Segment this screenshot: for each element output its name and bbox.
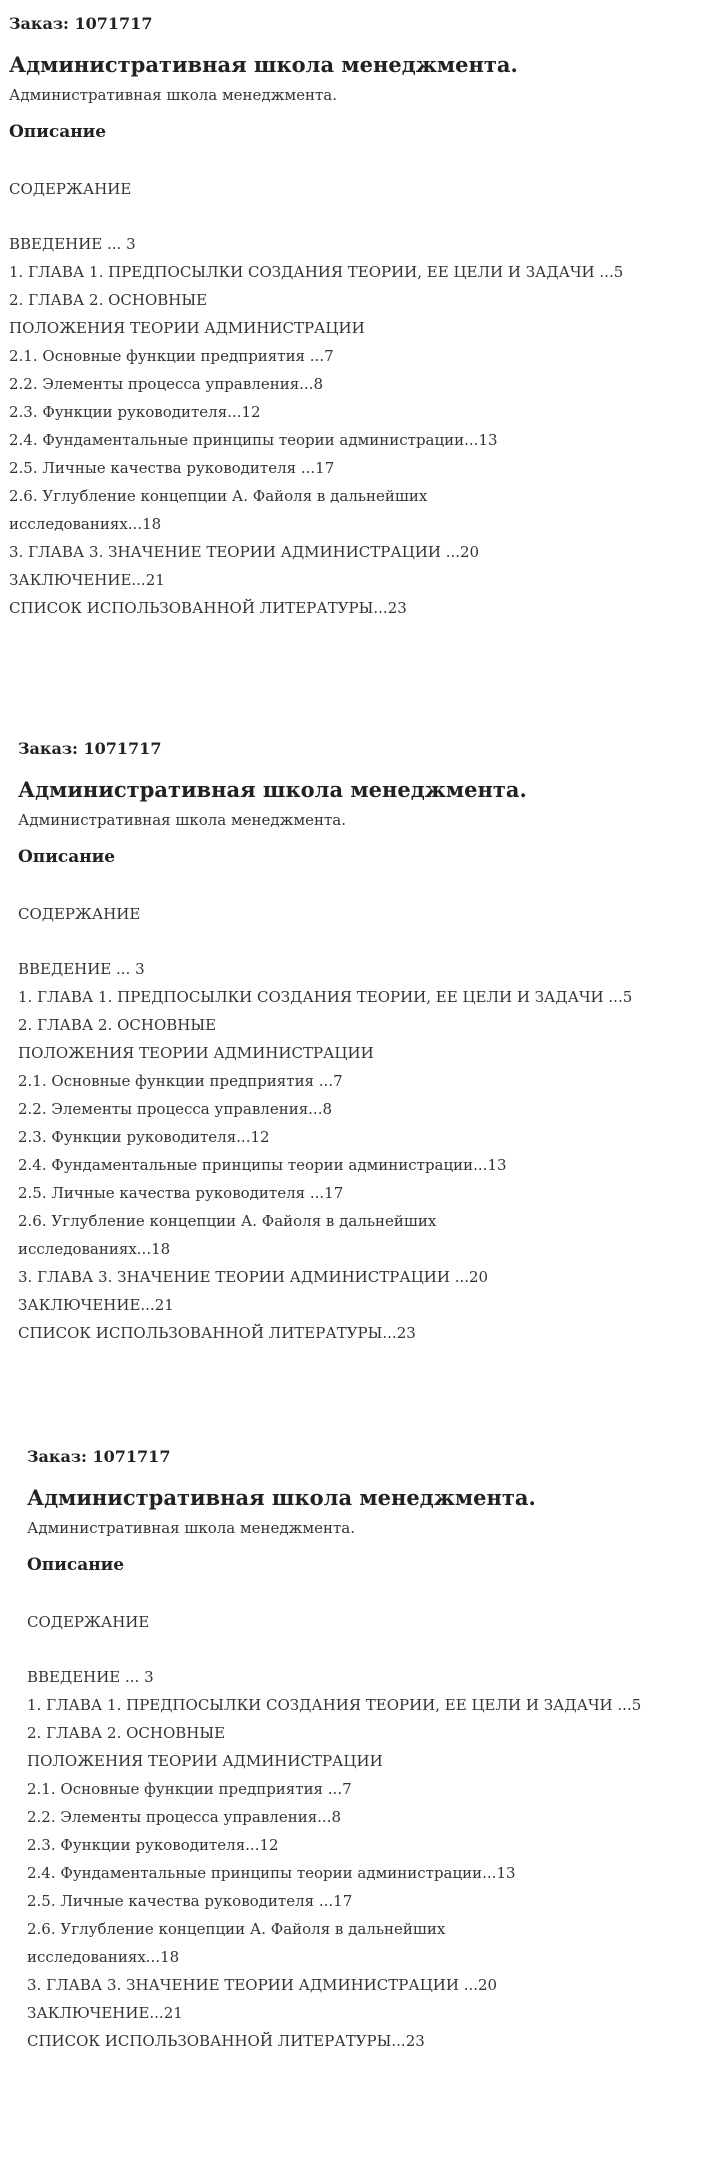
toc-item: 1. ГЛАВА 1. ПРЕДПОСЫЛКИ СОЗДАНИЯ ТЕОРИИ, ЕЕ ЦЕЛИ И ЗАДАЧИ ...5 [27, 1696, 642, 1714]
order-card-3 [0, 1445, 701, 2055]
toc-item: 2.2. Элементы процесса управления...8 [27, 1808, 342, 1826]
description-label: Описание [27, 1555, 125, 1575]
table-of-contents [27, 1663, 701, 2055]
toc-item: исследованиях...18 [9, 515, 162, 533]
page-title: Административная школа менеджмента. [9, 52, 518, 77]
toc-item: ЗАКЛЮЧЕНИЕ...21 [9, 571, 165, 589]
toc-item: СПИСОК ИСПОЛЬЗОВАННОЙ ЛИТЕРАТУРЫ...23 [27, 2032, 425, 2050]
toc-item: ПОЛОЖЕНИЯ ТЕОРИИ АДМИНИСТРАЦИИ [9, 319, 365, 337]
toc-item: 2.5. Личные качества руководителя ...17 [18, 1184, 344, 1202]
description-label: Описание [9, 122, 107, 142]
toc-item: ПОЛОЖЕНИЯ ТЕОРИИ АДМИНИСТРАЦИИ [18, 1044, 374, 1062]
toc-item: 2.5. Личные качества руководителя ...17 [27, 1892, 353, 1910]
toc-item: ВВЕДЕНИЕ ... 3 [27, 1668, 154, 1686]
order-card-2 [0, 737, 701, 1347]
toc-item: ЗАКЛЮЧЕНИЕ...21 [27, 2004, 183, 2022]
toc-item: 2.2. Элементы процесса управления...8 [18, 1100, 333, 1118]
description-label: Описание [18, 847, 116, 867]
toc-item: 2.3. Функции руководителя...12 [9, 403, 261, 421]
toc-item: 2. ГЛАВА 2. ОСНОВНЫЕ [27, 1724, 226, 1742]
subtitle: Административная школа менеджмента. [18, 811, 347, 829]
toc-item: 2. ГЛАВА 2. ОСНОВНЫЕ [9, 291, 208, 309]
toc-item: 2.1. Основные функции предприятия ...7 [18, 1072, 343, 1090]
toc-item: ЗАКЛЮЧЕНИЕ...21 [18, 1296, 174, 1314]
toc-item: 2.6. Углубление концепции А. Файоля в дальнейших [27, 1920, 446, 1938]
toc-item: ВВЕДЕНИЕ ... 3 [9, 235, 136, 253]
toc-item: ПОЛОЖЕНИЯ ТЕОРИИ АДМИНИСТРАЦИИ [27, 1752, 383, 1770]
order-card-1 [0, 0, 701, 622]
toc-item: 1. ГЛАВА 1. ПРЕДПОСЫЛКИ СОЗДАНИЯ ТЕОРИИ, ЕЕ ЦЕЛИ И ЗАДАЧИ ...5 [18, 988, 633, 1006]
toc-item: 2.4. Фундаментальные принципы теории администрации...13 [27, 1864, 516, 1882]
order-number: Заказ: 1071717 [27, 1447, 171, 1466]
toc-item: 1. ГЛАВА 1. ПРЕДПОСЫЛКИ СОЗДАНИЯ ТЕОРИИ, ЕЕ ЦЕЛИ И ЗАДАЧИ ...5 [9, 263, 624, 281]
toc-item: 2.2. Элементы процесса управления...8 [9, 375, 324, 393]
toc-item: 2.1. Основные функции предприятия ...7 [9, 347, 334, 365]
table-of-contents [18, 955, 701, 1347]
page-title: Административная школа менеджмента. [27, 1485, 536, 1510]
subtitle: Административная школа менеджмента. [27, 1519, 356, 1537]
subtitle: Административная школа менеджмента. [9, 86, 338, 104]
table-of-contents [9, 230, 701, 622]
toc-item: 3. ГЛАВА 3. ЗНАЧЕНИЕ ТЕОРИИ АДМИНИСТРАЦИИ ...20 [27, 1976, 498, 1994]
toc-item: исследованиях...18 [18, 1240, 171, 1258]
toc-item: СПИСОК ИСПОЛЬЗОВАННОЙ ЛИТЕРАТУРЫ...23 [18, 1324, 416, 1342]
toc-item: 2.4. Фундаментальные принципы теории администрации...13 [9, 431, 498, 449]
toc-item: 2. ГЛАВА 2. ОСНОВНЫЕ [18, 1016, 217, 1034]
toc-item: 3. ГЛАВА 3. ЗНАЧЕНИЕ ТЕОРИИ АДМИНИСТРАЦИИ ...20 [9, 543, 480, 561]
toc-heading: СОДЕРЖАНИЕ [18, 905, 141, 923]
toc-item: 2.4. Фундаментальные принципы теории администрации...13 [18, 1156, 507, 1174]
toc-item: 2.3. Функции руководителя...12 [18, 1128, 270, 1146]
toc-heading: СОДЕРЖАНИЕ [9, 180, 132, 198]
toc-item: СПИСОК ИСПОЛЬЗОВАННОЙ ЛИТЕРАТУРЫ...23 [9, 599, 407, 617]
order-number: Заказ: 1071717 [9, 14, 153, 33]
order-number: Заказ: 1071717 [18, 739, 162, 758]
toc-item: исследованиях...18 [27, 1948, 180, 1966]
toc-item: 2.1. Основные функции предприятия ...7 [27, 1780, 352, 1798]
toc-item: 2.6. Углубление концепции А. Файоля в дальнейших [18, 1212, 437, 1230]
toc-item: 2.6. Углубление концепции А. Файоля в дальнейших [9, 487, 428, 505]
toc-item: 3. ГЛАВА 3. ЗНАЧЕНИЕ ТЕОРИИ АДМИНИСТРАЦИИ ...20 [18, 1268, 489, 1286]
toc-item: ВВЕДЕНИЕ ... 3 [18, 960, 145, 978]
page-title: Административная школа менеджмента. [18, 777, 527, 802]
toc-item: 2.3. Функции руководителя...12 [27, 1836, 279, 1854]
toc-heading: СОДЕРЖАНИЕ [27, 1613, 150, 1631]
toc-item: 2.5. Личные качества руководителя ...17 [9, 459, 335, 477]
